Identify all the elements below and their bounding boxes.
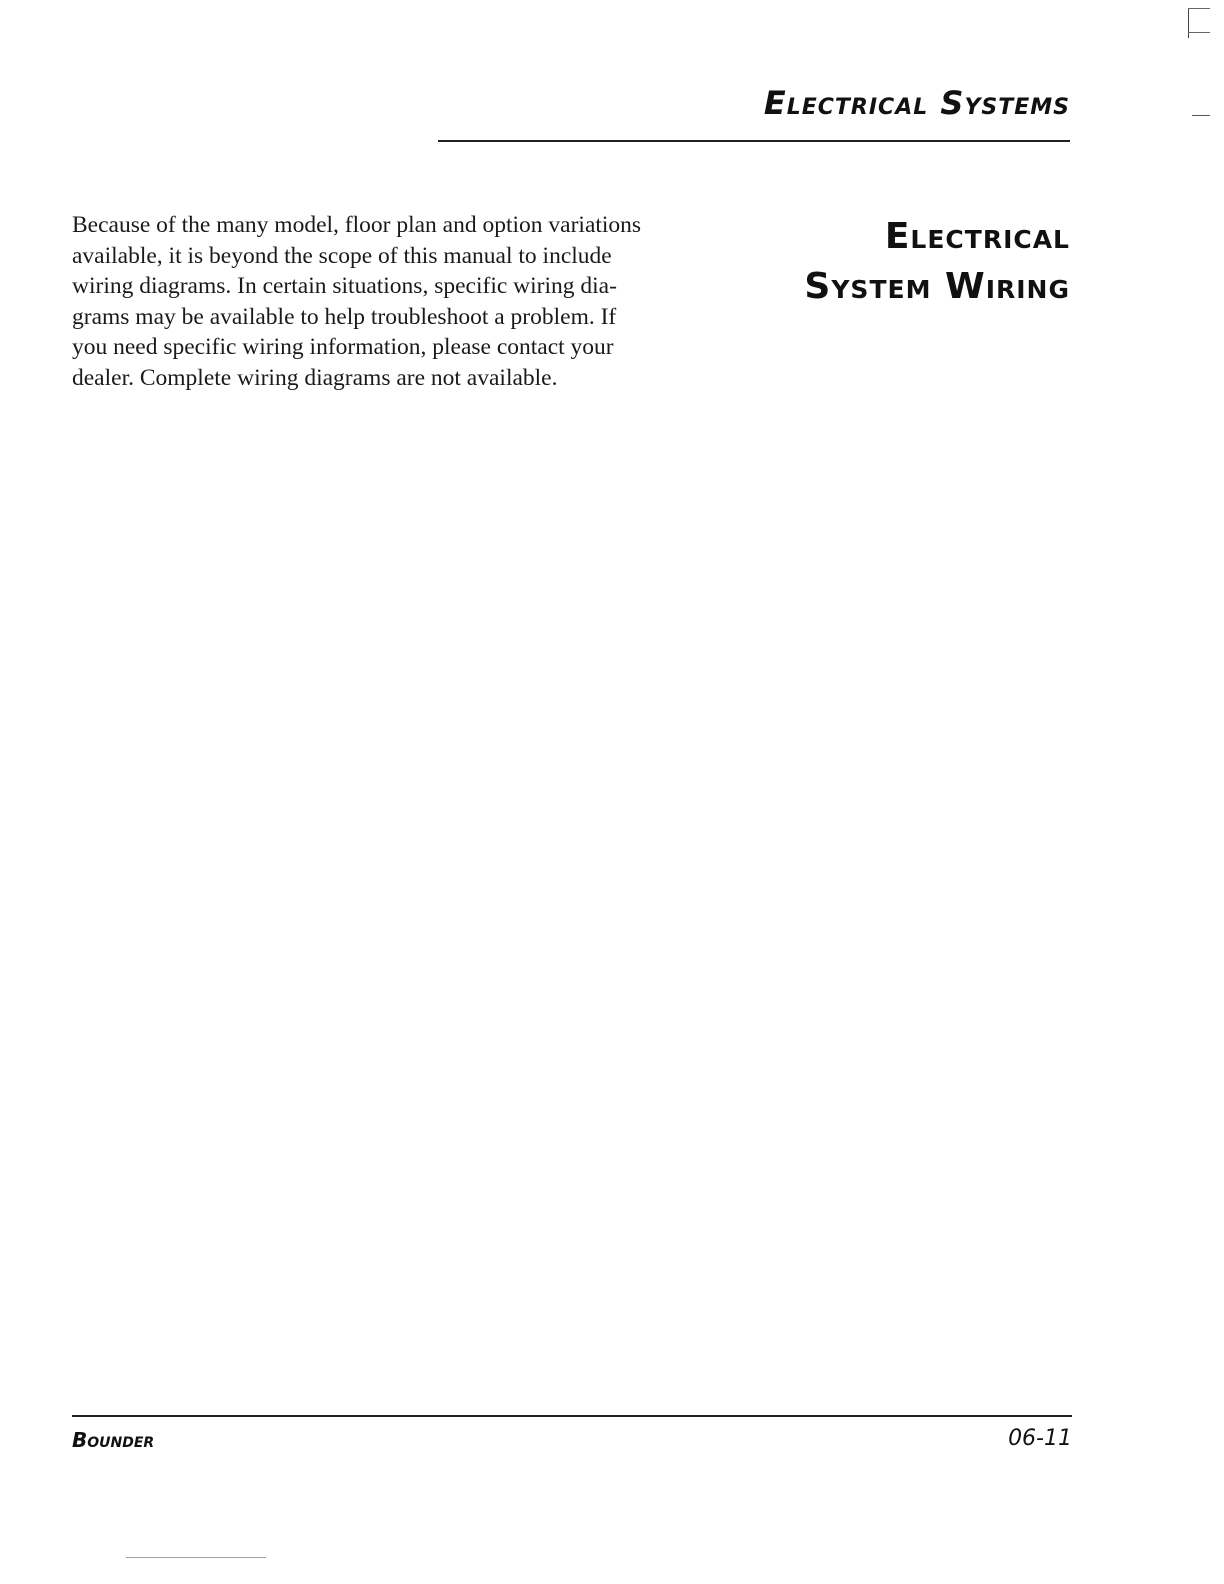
section-heading (804, 212, 1070, 312)
paragraph-line: available, it is beyond the scope of this manual to include (72, 242, 612, 269)
header-rule (438, 140, 1070, 142)
footer-product-name: Bounder (72, 1428, 155, 1452)
footer-page-number: 06-11 (1008, 1426, 1072, 1451)
paragraph-line: grams may be available to help troubleshoot a problem. If (72, 303, 617, 330)
section-heading-line: System Wiring (804, 266, 1070, 307)
body-paragraph (72, 210, 712, 393)
scan-edge-mark (126, 1557, 266, 1558)
paragraph-line: Because of the many model, floor plan and option variations (72, 212, 642, 238)
footer-rule (72, 1415, 1072, 1417)
paragraph-line: wiring diagrams. In certain situations, specific wiring dia- (72, 273, 617, 299)
scan-edge-mark (1188, 8, 1210, 9)
scan-edge-mark (1192, 115, 1210, 116)
scan-edge-mark (1188, 8, 1189, 38)
section-heading-line: Electrical (884, 216, 1070, 257)
scan-edge-mark (1188, 32, 1210, 33)
page-header-title: Electrical Systems (763, 84, 1070, 122)
paragraph-line: dealer. Complete wiring diagrams are not available. (72, 364, 558, 391)
paragraph-line: you need specific wiring information, please contact your (72, 334, 614, 360)
